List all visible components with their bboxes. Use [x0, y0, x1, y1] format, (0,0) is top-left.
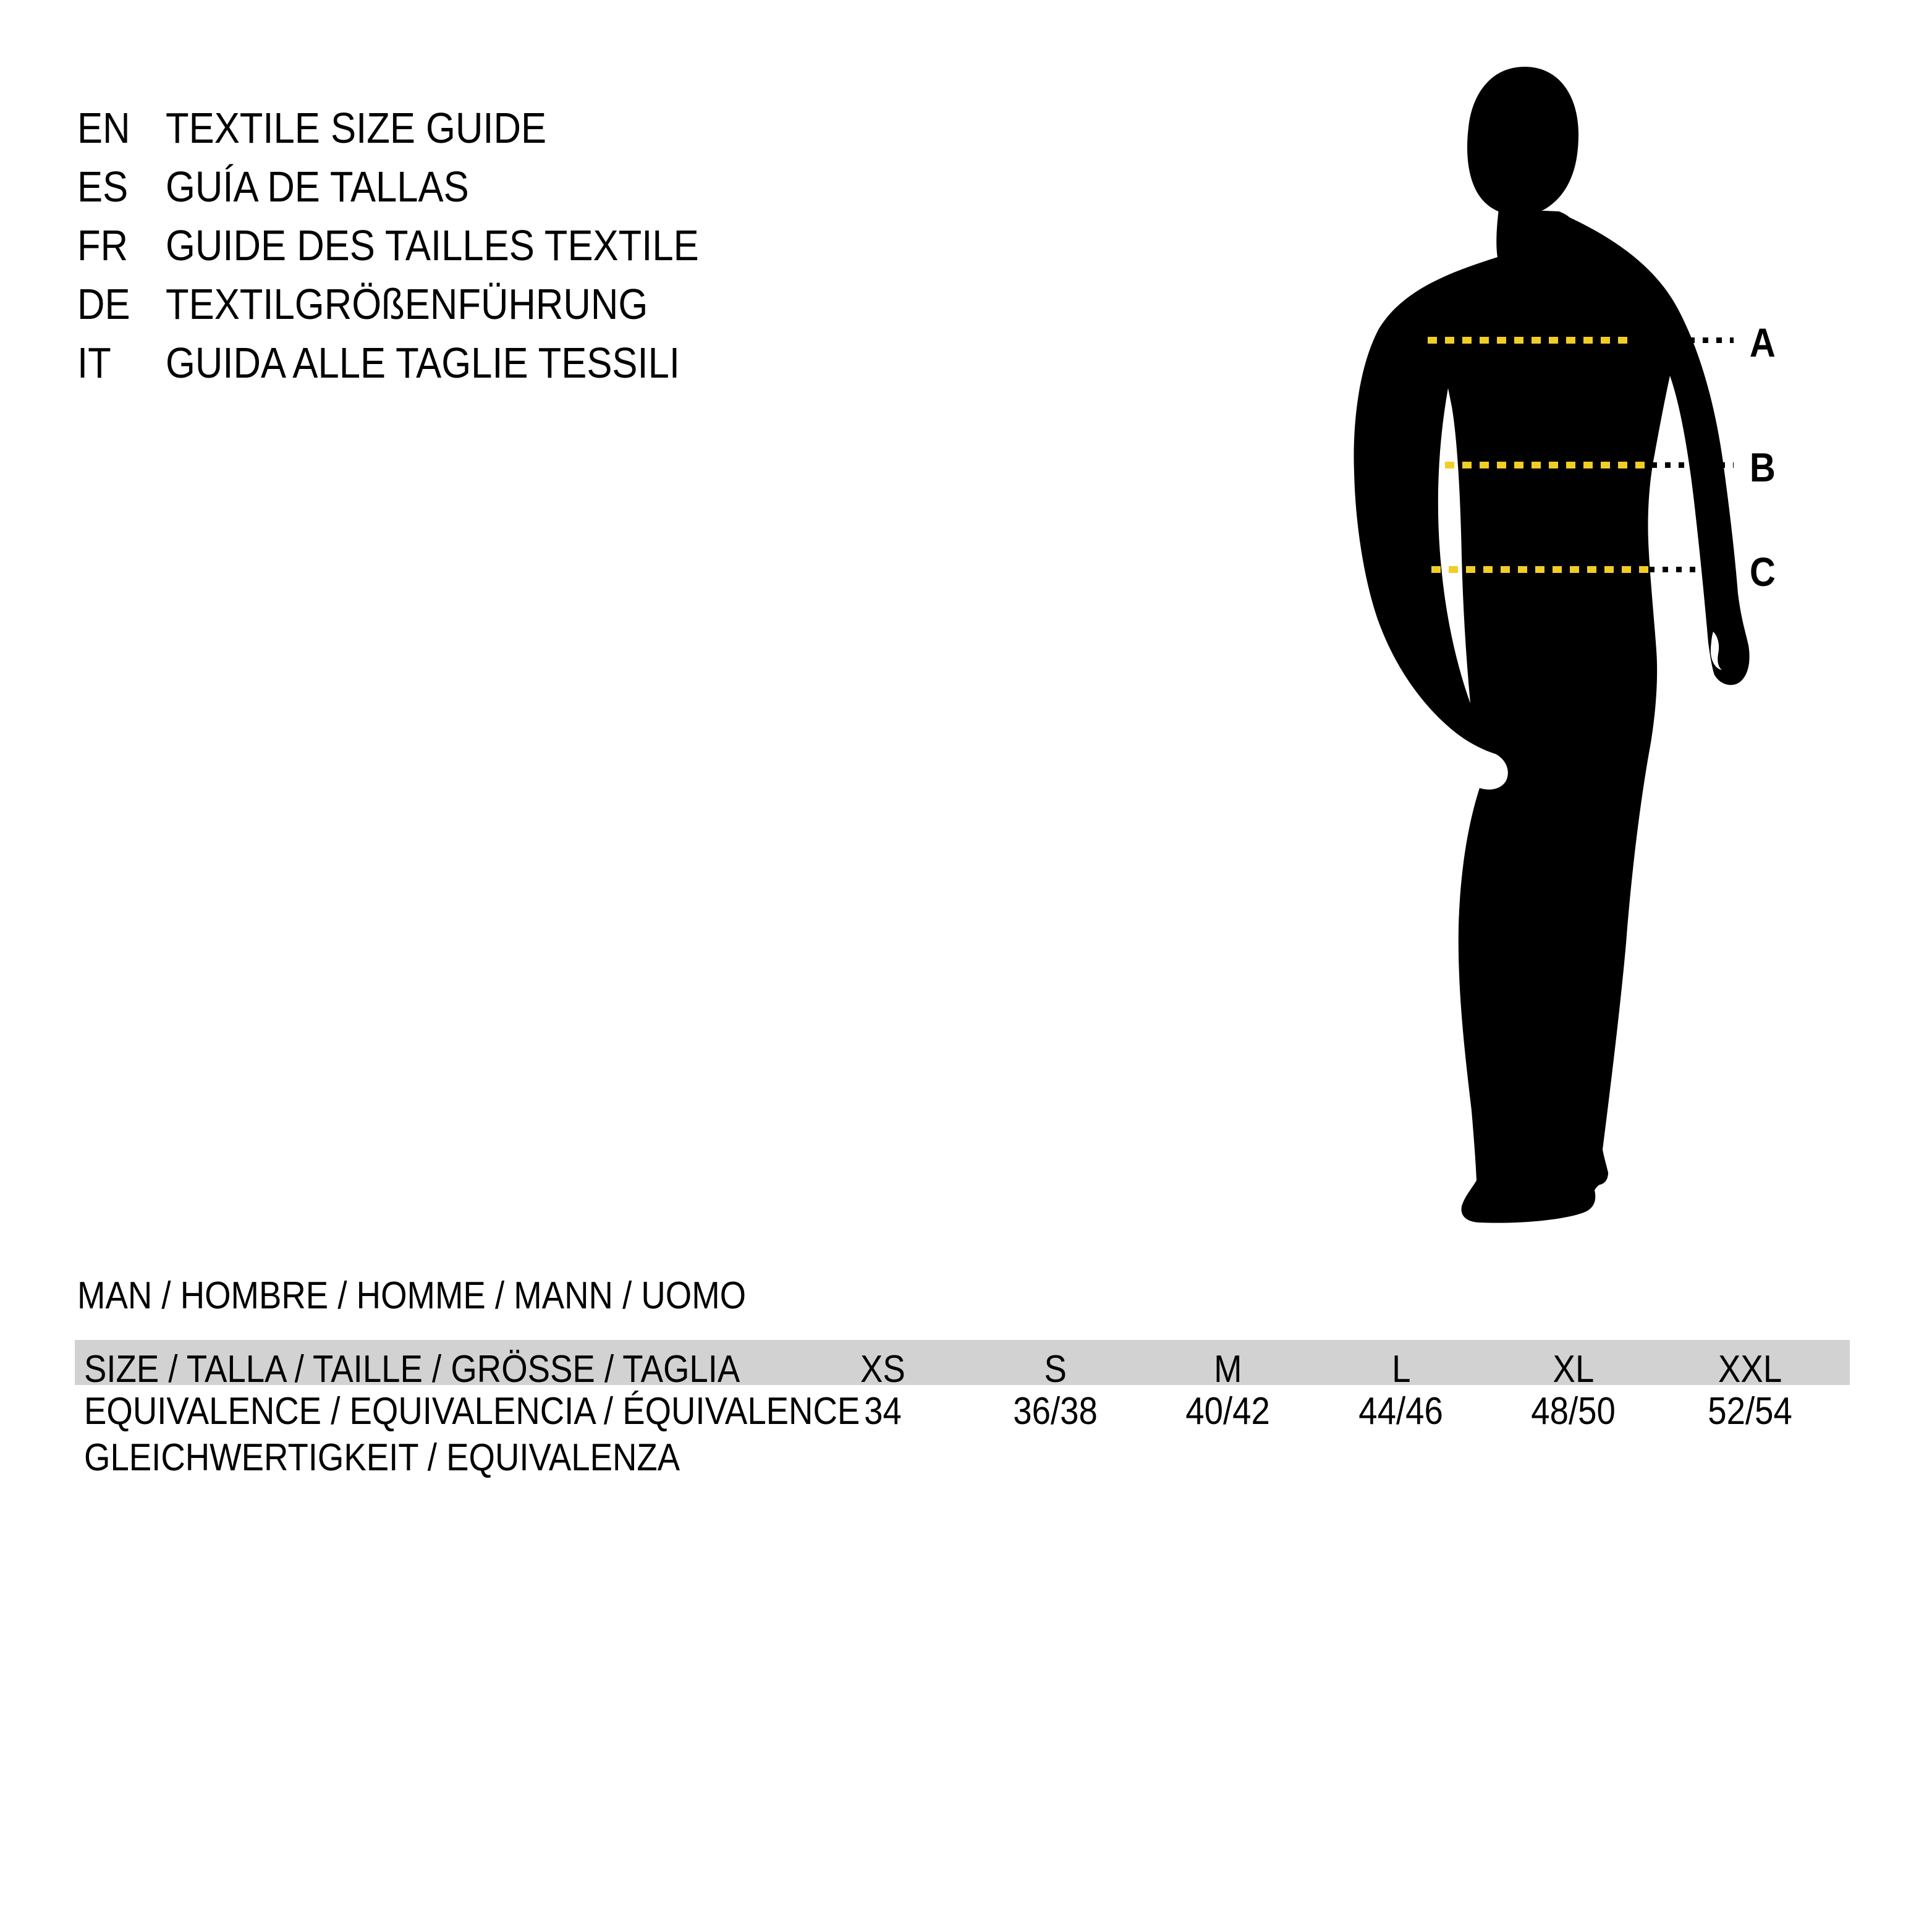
table-header-label: SIZE / TALLA / TAILLE / GRÖSSE / TAGLIA [84, 1348, 740, 1391]
guide-title-en: TEXTILE SIZE GUIDE [166, 104, 547, 152]
equivalence-value-l: 44/46 [1358, 1390, 1444, 1433]
measure-label-b: B [1750, 444, 1776, 490]
size-column-xs: XS [860, 1348, 905, 1391]
measure-line-a-yellow-dashes [1428, 337, 1635, 344]
equivalence-value-xxl: 52/54 [1708, 1390, 1793, 1433]
size-column-xxl: XXL [1718, 1348, 1782, 1391]
equivalence-row-label: EQUIVALENCE / EQUIVALENCIA / ÉQUIVALENCE [84, 1390, 860, 1433]
section-heading-man: MAN / HOMBRE / HOMME / MANN / UOMO [77, 1274, 747, 1317]
measure-line-b-yellow-dashes [1445, 462, 1651, 468]
equivalence-row-label-line2: GLEICHWERTIGKEIT / EQUIVALENZA [84, 1436, 680, 1479]
language-code: DE [77, 280, 130, 328]
equivalence-value-m: 40/42 [1185, 1390, 1271, 1433]
language-code: EN [77, 104, 130, 152]
measure-label-c: C [1750, 549, 1776, 595]
equivalence-value-xl: 48/50 [1531, 1390, 1616, 1433]
man-silhouette [1316, 62, 1786, 1230]
equivalence-value-xs: 34 [863, 1390, 902, 1433]
size-column-s: S [1044, 1348, 1067, 1391]
equivalence-value-s: 36/38 [1013, 1390, 1098, 1433]
size-column-xl: XL [1553, 1348, 1595, 1391]
language-code: IT [77, 339, 111, 387]
language-code: FR [77, 221, 129, 269]
language-code: ES [77, 163, 129, 211]
guide-title-fr: GUIDE DES TAILLES TEXTILE [166, 221, 699, 269]
measure-label-a: A [1750, 320, 1776, 365]
measure-line-c-yellow-dashes [1431, 566, 1649, 573]
guide-title-it: GUIDA ALLE TAGLIE TESSILI [166, 339, 680, 387]
size-column-l: L [1391, 1348, 1411, 1391]
guide-title-de: TEXTILGRÖßENFÜHRUNG [166, 280, 648, 328]
size-column-m: M [1214, 1348, 1242, 1391]
guide-title-es: GUÍA DE TALLAS [166, 163, 469, 211]
